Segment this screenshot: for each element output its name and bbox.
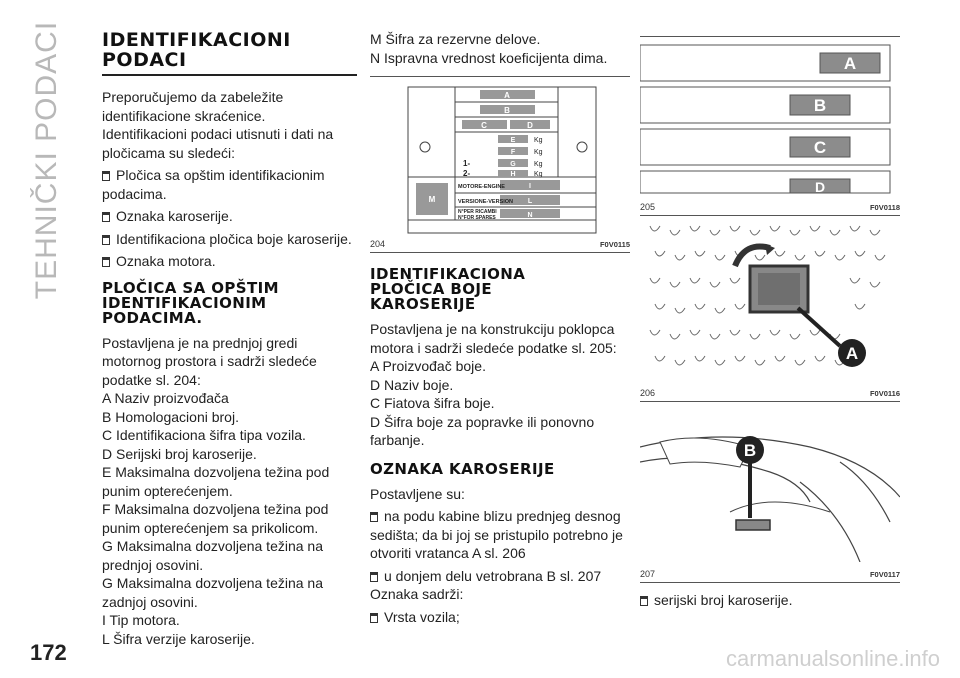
- list-item: D Serijski broj karoserije.: [102, 445, 257, 462]
- figure-caption: 205 F0V0118: [640, 200, 900, 216]
- section-intro: Postavljena je na prednjoj gredi motornog prostora i sadrži sledeće podatke sl. 204:: [102, 334, 317, 388]
- versione-label: VERSIONE-VERSION: [458, 199, 514, 205]
- plate-letter-H: H: [510, 171, 516, 178]
- plate-letter-L: L: [527, 198, 533, 205]
- column-2: [370, 30, 630, 626]
- list-item: B Homologacioni broj.: [102, 408, 239, 425]
- kg-label: Kg: [534, 149, 543, 156]
- list-item: Pločica sa opštim identifikacionim podacima.: [102, 167, 325, 202]
- kg-label: Kg: [534, 161, 543, 168]
- paint-label-C: C: [813, 138, 827, 157]
- list-item: L Šifra verzije karoserije.: [102, 630, 255, 647]
- column-1: [102, 30, 357, 648]
- section-heading-plate: PLOČICA SA OPŠTIM IDENTIFIKACIONIM PODACIMA.: [102, 278, 279, 327]
- watermark: carmanualsonline.info: [725, 646, 940, 671]
- figure-207: [640, 402, 900, 583]
- section-heading-body-code: OZNAKA KAROSERIJE: [370, 459, 555, 478]
- windshield-drawing: [640, 402, 900, 562]
- list-item: Oznaka karoserije.: [102, 207, 357, 226]
- list-item: Vrsta vozila;: [370, 608, 630, 627]
- plate-letter-N: N: [527, 212, 533, 219]
- paint-items-list: [370, 357, 630, 450]
- row-1-label: 1-: [463, 159, 471, 168]
- list-item: F Maksimalna dozvoljena težina pod punim opterećenjem sa prikolicom.: [102, 501, 329, 536]
- checkbox-bullet-icon: [102, 212, 110, 222]
- row-2-label: 2-: [463, 169, 471, 178]
- ricambi-label: N°PER RICAMBI: [458, 209, 497, 215]
- kg-label: Kg: [534, 171, 543, 178]
- list-item: Oznaka motora.: [102, 252, 357, 271]
- contains-text: Oznaka sadrži:: [370, 586, 464, 602]
- list-item: N Ispravna vrednost koeficijenta dima.: [370, 49, 608, 66]
- list-item: C Identifikaciona šifra tipa vozila.: [102, 427, 306, 443]
- paint-label-D: D: [814, 179, 826, 195]
- checkbox-bullet-icon: [640, 596, 648, 606]
- plate-letter-D: D: [527, 121, 533, 130]
- list-item: D Naziv boje.: [370, 376, 454, 393]
- list-item: A Naziv proizvođača: [102, 390, 229, 406]
- plate-letter-G: G: [510, 161, 516, 168]
- list-item: G Maksimalna dozvoljena težina na zadnjoj osovini.: [102, 575, 324, 610]
- page-title: IDENTIFIKACIONI PODACI: [102, 30, 357, 76]
- list-item: E Maksimalna dozvoljena težina pod punim opterećenjem.: [102, 464, 330, 499]
- list-item: A Proizvođač boje.: [370, 358, 486, 374]
- checkbox-bullet-icon: [370, 613, 378, 623]
- intro-text: Preporučujemo da zabeležite identifikacione skraćenice.: [102, 89, 284, 124]
- list-item: Identifikaciona pločica boje karoserije.: [102, 230, 357, 249]
- checkbox-bullet-icon: [102, 257, 110, 267]
- figure-caption: 204 F0V0115: [370, 237, 630, 253]
- checkbox-bullet-icon: [370, 512, 378, 522]
- paint-plate-drawing: [640, 37, 900, 195]
- paint-label-A: A: [843, 54, 857, 73]
- plate-letter-E: E: [510, 137, 516, 144]
- floor-hatch-drawing: [640, 216, 900, 381]
- paint-intro: Postavljena je na konstrukciju poklopca motora i sadrži sledeće podatke sl. 205:: [370, 321, 617, 356]
- plate-letter-M: M: [428, 195, 436, 204]
- checkbox-bullet-icon: [102, 235, 110, 245]
- figure-caption: 206 F0V0116: [640, 386, 900, 402]
- list-item: G Maksimalna dozvoljena težina na prednjoj osovini.: [102, 538, 324, 573]
- paint-label-B: B: [813, 96, 827, 115]
- list-item: C Fiatova šifra boje.: [370, 395, 495, 411]
- callout-A: A: [845, 344, 859, 363]
- body-intro: Postavljene su:: [370, 485, 465, 502]
- plate-letter-B: B: [504, 106, 510, 115]
- list-item: u donjem delu vetrobrana B sl. 207: [370, 567, 630, 586]
- id-plate-drawing: [370, 77, 630, 237]
- plate-letter-F: F: [510, 149, 516, 156]
- plate-items-list: [102, 389, 357, 648]
- column-3: [640, 30, 900, 610]
- plate-letter-C: C: [481, 121, 487, 130]
- plate-letter-A: A: [504, 91, 510, 100]
- spares-label: N°FOR SPARES: [458, 215, 496, 221]
- list-item: M Šifra za rezervne delove.: [370, 31, 541, 47]
- side-chapter-title: TEHNIČKI PODACI: [30, 20, 63, 300]
- checkbox-bullet-icon: [370, 572, 378, 582]
- intro-text-2: Identifikacioni podaci utisnuti i dati na pločicama su sledeći:: [102, 126, 334, 161]
- list-item: na podu kabine blizu prednjeg desnog sedišta; da bi joj se pristupilo potrebno je otvoriti vratanca A sl. 206: [370, 508, 623, 561]
- list-item: D Šifra boje za popravke ili ponovno farbanje.: [370, 413, 595, 448]
- id-plate-illustration: [370, 77, 630, 237]
- checkbox-bullet-icon: [102, 171, 110, 181]
- plate-letter-I: I: [529, 183, 531, 190]
- page-number: 172: [30, 640, 67, 665]
- kg-label: Kg: [534, 137, 543, 144]
- motore-label: MOTORE-ENGINE: [458, 184, 505, 190]
- figure-204: [370, 76, 630, 253]
- figure-caption: 207 F0V0117: [640, 567, 900, 583]
- figure-206: [640, 216, 900, 402]
- list-item: serijski broj karoserije.: [640, 591, 900, 610]
- section-heading-paint-plate: IDENTIFIKACIONA PLOČICA BOJE KAROSERIJE: [370, 265, 526, 313]
- list-item: I Tip motora.: [102, 612, 180, 628]
- callout-B: B: [743, 441, 757, 460]
- figure-205: [640, 36, 900, 216]
